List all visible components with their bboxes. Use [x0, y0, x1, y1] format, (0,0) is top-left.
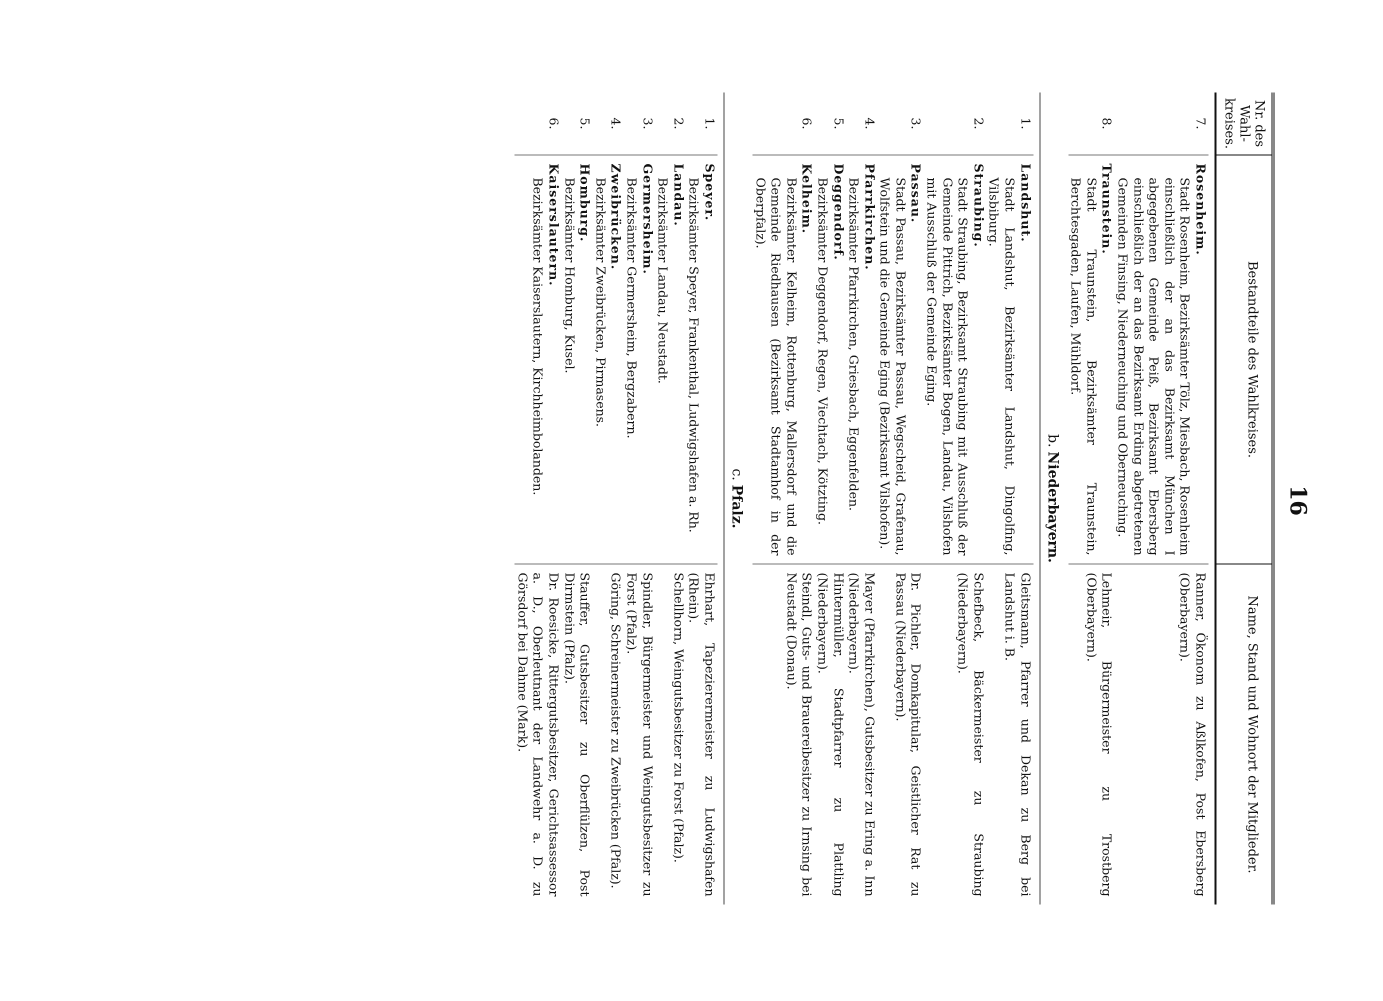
district-number: 2. [971, 117, 987, 130]
table-row [686, 93, 717, 905]
district-place: Germersheim. [640, 163, 656, 275]
district-description: Bezirksämter Landau, Neustadt. [655, 177, 671, 384]
district-number: 7. [1193, 117, 1209, 130]
district-member: Gleitsmann, Pfarrer und Dekan zu Berg bei Landshut i. B. [1002, 572, 1034, 897]
district-description: Bezirksämter Kaiserslautern, Kirchheimbolanden. [530, 177, 546, 496]
table-row [515, 93, 562, 905]
district-number: 5. [577, 117, 593, 130]
header-members: Name, Stand und Wohnort der Mitglieder. [1244, 595, 1260, 874]
electoral-table [515, 93, 1275, 905]
district-description: Bezirksämter Deggendorf, Regen, Viechtach, Kötzting. [815, 177, 831, 525]
district-components [1115, 155, 1209, 565]
district-number: 6. [546, 117, 562, 130]
district-components [752, 155, 814, 565]
section-divider [1039, 93, 1040, 905]
district-description: Bezirksämter Kelheim, Rottenburg, Mallersdorf und die Gemeinde Riedhausen (Bezirksamt Stadtamhof in der Oberpfalz). [753, 177, 800, 556]
district-description: Stadt Straubing, Bezirksamt Straubing mit Ausschluß der Gemeinde Pittrich, Bezirksämter Bogen, Landau, Vilshofen mit Ausschluß der Gemeinde Eging. [924, 177, 971, 556]
district-member: Hintermüller, Stadtpfarrer zu Plattling (Niederbayern). [815, 572, 847, 897]
district-components [655, 155, 686, 565]
district-place: Traunstein. [1099, 163, 1115, 255]
section-title: Pfalz. [728, 484, 745, 529]
district-components [562, 155, 593, 565]
section-heading-pfalz [728, 93, 744, 905]
district-components [924, 155, 986, 565]
district-description: Bezirksämter Speyer, Frankenthal, Ludwigshafen a. Rh. [686, 177, 702, 533]
district-member: Steindl, Guts- und Brauereibesitzer zu Irnsing bei Neustadt (Donau). [784, 572, 815, 897]
district-place: Landau. [671, 163, 687, 227]
table-header [1215, 93, 1275, 905]
district-number: 2. [671, 117, 687, 130]
district-number: 6. [799, 117, 815, 130]
district-member: Göring, Schreinermeister zu Zweibrücken (Pfalz). [608, 572, 624, 889]
district-place: Passau. [909, 163, 924, 224]
district-member: Ehrhart, Tapezierermeister zu Ludwigshafen (Rhein). [686, 572, 718, 897]
district-components [515, 155, 562, 565]
district-components [846, 155, 877, 565]
rotated-page [0, 1, 1383, 1001]
digitization-footer [0, 600, 1, 1000]
section-letter: c. [728, 468, 745, 481]
district-member: Spindler, Bürgermeister und Weingutsbesitzer zu Forst (Pfalz). [624, 572, 656, 897]
table-row [593, 93, 624, 905]
district-place: Kaiserslautern. [546, 163, 562, 287]
district-member: Dr. Roesicke, Rittergutsbesitzer, Gerichtsassessor a. D., Oberleutnant der Landwehr a. D. zu Görsdorf bei Dahme (Mark). [515, 572, 562, 897]
district-components [593, 155, 624, 565]
district-member: Lehmeir, Bürgermeister zu Trostberg (Oberbayern). [1084, 572, 1115, 897]
district-components [624, 155, 655, 565]
district-number: 3. [640, 117, 656, 130]
district-description: Bezirksämter Pfarrkirchen, Griesbach, Eggenfelden. [846, 177, 862, 511]
district-description: Stadt Rosenheim, Bezirksämter Tölz, Miesbach, Rosenheim einschließlich der an das Bezirksamt München I abgegebenen Gemeinde Peiß, Bezirksamt Ebersberg einschließlich der an das Bezirksamt Erding abgetretenen Gemeinden Finsing, Niederneuching und Oberneuching. [1115, 177, 1193, 556]
table-row [655, 93, 686, 905]
district-number: 4. [608, 117, 624, 130]
section-title: Niederbayern. [1044, 451, 1061, 563]
district-components [1068, 155, 1115, 565]
district-number: 8. [1099, 117, 1115, 130]
district-description: Bezirksämter Homburg, Kusel. [562, 177, 578, 374]
district-number: 1. [1018, 117, 1034, 130]
district-place: Speyer. [702, 163, 718, 222]
district-number: 3. [909, 117, 924, 130]
district-place: Pfarrkirchen. [862, 163, 878, 271]
section-letter: b. [1044, 434, 1061, 448]
page-number: 16 [1284, 485, 1311, 516]
district-place: Deggendorf. [831, 163, 847, 261]
footer-text [0, 600, 1, 970]
district-components [986, 155, 1033, 565]
district-place: Zweibrücken. [608, 163, 624, 271]
district-member: Mayer (Pfarrkirchen), Gutsbesitzer zu Ering a. Inn (Niederbayern). [846, 572, 878, 897]
district-components [686, 155, 717, 565]
district-description: Stadt Passau, Bezirksämter Passau, Wegscheid, Grafenau, Wolfstein und die Gemeinde Eging (Bezirksamt Vilshofen). [877, 177, 909, 556]
district-number: 5. [831, 117, 847, 130]
table-row [986, 93, 1033, 905]
district-components [815, 155, 846, 565]
table-row [877, 93, 924, 905]
table-row [1115, 93, 1209, 905]
district-description: Bezirksämter Germersheim, Bergzabern. [624, 177, 640, 439]
table-row [815, 93, 846, 905]
district-member: Dr. Pichler, Domkapitular, Geistlicher Rat zu Passau (Niederbayern). [893, 572, 924, 897]
district-member: Schefbeck, Bäckermeister zu Straubing (Niederbayern). [955, 572, 987, 897]
district-place: Kelheim. [799, 163, 815, 235]
district-place: Rosenheim. [1193, 163, 1209, 256]
district-description: Bezirksämter Zweibrücken, Pirmasens. [593, 177, 609, 428]
district-place: Homburg. [577, 163, 593, 243]
section-heading-niederbayern [1044, 93, 1060, 905]
table-row [562, 93, 593, 905]
district-member: Schellhorn, Weingutsbesitzer zu Forst (Pfalz). [671, 572, 687, 863]
district-place: Straubing. [971, 163, 987, 248]
section-divider [723, 93, 724, 905]
district-description: Stadt Landshut, Bezirksämter Landshut, Dingolfing, Vilsbiburg. [986, 177, 1018, 556]
district-number: 4. [862, 117, 878, 130]
district-member: Ranner, Ökonom zu Aßlkofen, Post Ebersberg (Oberbayern). [1177, 572, 1209, 897]
table-row [1068, 93, 1115, 905]
table-row [846, 93, 877, 905]
table-row [624, 93, 655, 905]
table-row [924, 93, 986, 905]
district-description: Stadt Traunstein, Bezirksämter Traunstein, Berchtesgaden, Laufen, Mühldorf. [1068, 177, 1100, 556]
header-district-number: Nr. des Wahl-kreises. [1221, 97, 1267, 150]
table-row [752, 93, 814, 905]
district-components [877, 155, 924, 565]
district-place: Landshut. [1018, 163, 1034, 243]
header-components: Bestandteile des Wahlkreises. [1217, 155, 1272, 565]
district-number: 1. [702, 117, 718, 130]
district-member: Stauffer, Gutsbesitzer zu Oberflülzen, Post Dirmstein (Pfalz). [562, 572, 593, 897]
